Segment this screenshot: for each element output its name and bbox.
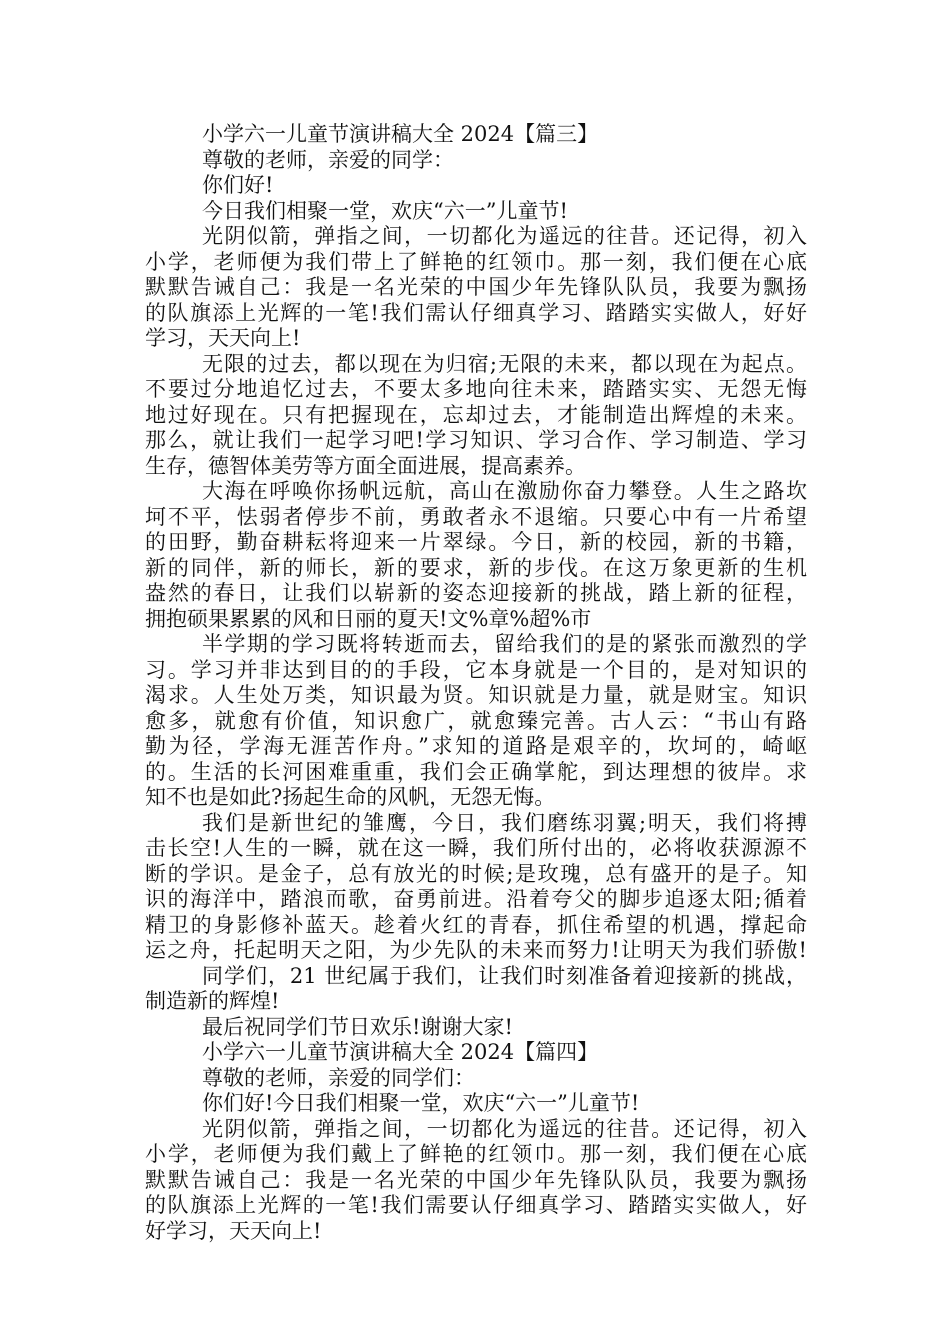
document-line: 那么，就让我们一起学习吧!学习知识、学习合作、学习制造、学习 — [145, 428, 807, 452]
document-line: 小学六一儿童节演讲稿大全 2024【篇三】 — [202, 122, 599, 146]
document-line: 制造新的辉煌! — [145, 989, 280, 1013]
document-line: 的。生活的长河困难重重，我们会正确掌舵，到达理想的彼岸。求 — [145, 759, 807, 784]
document-line: 光阴似箭，弹指之间，一切都化为遥远的往昔。还记得，初入 — [202, 224, 807, 248]
document-line: 不要过分地追忆过去，不要太多地向往未来，踏踏实实、无怨无悔 — [145, 377, 807, 401]
document-line: 习。学习并非达到目的的手段，它本身就是一个目的，是对知识的 — [145, 657, 807, 682]
document-line: 无限的过去，都以现在为归宿;无限的未来，都以现在为起点。 — [202, 351, 807, 376]
document-line: 光阴似箭，弹指之间，一切都化为遥远的往昔。还记得，初入 — [202, 1116, 807, 1141]
document-line: 今日我们相聚一堂，欢庆“六一”儿童节! — [202, 198, 568, 223]
document-line: 愈多，就愈有价值，知识愈广，就愈臻完善。古人云：“书山有路 — [145, 708, 807, 733]
document-line: 击长空!人生的一瞬，就在这一瞬，我们所付出的，必将收获源源不 — [145, 836, 807, 860]
document-line: 小学，老师便为我们戴上了鲜艳的红领巾。那一刻，我们便在心底 — [145, 1142, 807, 1166]
document-line: 精卫的身影修补蓝天。趁着火红的青春，抓住希望的机遇，撑起命 — [145, 912, 807, 937]
document-line: 你们好!今日我们相聚一堂，欢庆“六一”儿童节! — [202, 1091, 640, 1115]
document-line: 生存，德智体美劳等方面全面进展，提高素养。 — [145, 453, 586, 478]
document-line: 拥抱硕果累累的风和日丽的夏天!文%章%超%市 — [145, 606, 592, 631]
document-line: 尊敬的老师，亲爱的同学： — [202, 147, 454, 172]
document-line: 坷不平，怯弱者停步不前，勇敢者永不退缩。只要心中有一片希望 — [145, 504, 807, 529]
document-line: 大海在呼唤你扬帆远航，高山在激励你奋力攀登。人生之路坎 — [202, 479, 807, 503]
document-line: 渴求。人生处万类，知识最为贤。知识就是力量，就是财宝。知识 — [145, 683, 807, 707]
document-line: 小学六一儿童节演讲稿大全 2024【篇四】 — [202, 1040, 599, 1064]
document-line: 断的学识。是金子，总有放光的时候;是玫瑰，总有盛开的是子。知 — [145, 861, 807, 886]
document-line: 默默告诫自己：我是一名光荣的中国少年先锋队队员，我要为飘扬 — [145, 275, 807, 299]
document-line: 盎然的春日，让我们以崭新的姿态迎接新的挑战，踏上新的征程， — [145, 581, 807, 605]
document-line: 我们是新世纪的雏鹰，今日，我们磨练羽翼;明天，我们将搏 — [202, 810, 807, 835]
document-page — [145, 122, 807, 1244]
document-line: 新的同伴，新的师长，新的要求，新的步伐。在这万象更新的生机 — [145, 555, 807, 580]
document-line: 你们好! — [202, 173, 274, 197]
document-line: 默默告诫自己：我是一名光荣的中国少年先锋队队员，我要为飘扬 — [145, 1167, 807, 1192]
document-line: 知不也是如此?扬起生命的风帆，无怨无悔。 — [145, 785, 556, 809]
document-line: 尊敬的老师，亲爱的同学们： — [202, 1065, 475, 1090]
document-line: 识的海洋中，踏浪而歌，奋勇前进。沿着夸父的脚步追逐太阳;循着 — [145, 887, 807, 911]
document-line: 半学期的学习既将转逝而去，留给我们的是的紧张而激烈的学 — [202, 632, 807, 656]
document-line: 的队旗添上光辉的一笔!我们需要认仔细真学习、踏踏实实做人，好 — [145, 1193, 807, 1217]
document-line: 勤为径，学海无涯苦作舟。”求知的道路是艰辛的，坎坷的，崎岖 — [145, 734, 807, 758]
document-line: 好学习，天天向上! — [145, 1218, 322, 1243]
document-line: 最后祝同学们节日欢乐!谢谢大家! — [202, 1014, 513, 1039]
document-line: 学习，天天向上! — [145, 326, 301, 350]
document-line: 同学们，21 世纪属于我们，让我们时刻准备着迎接新的挑战， — [202, 963, 807, 988]
document-line: 运之舟，托起明天之阳，为少先队的未来而努力!让明天为我们骄傲! — [145, 938, 807, 962]
document-line: 的队旗添上光辉的一笔!我们需认仔细真学习、踏踏实实做人，好好 — [145, 300, 807, 325]
document-line: 地过好现在。只有把握现在，忘却过去，才能制造出辉煌的未来。 — [145, 402, 807, 427]
document-line: 的田野，勤奋耕耘将迎来一片翠绿。今日，新的校园，新的书籍， — [145, 530, 807, 554]
document-line: 小学，老师便为我们带上了鲜艳的红领巾。那一刻，我们便在心底 — [145, 249, 807, 274]
